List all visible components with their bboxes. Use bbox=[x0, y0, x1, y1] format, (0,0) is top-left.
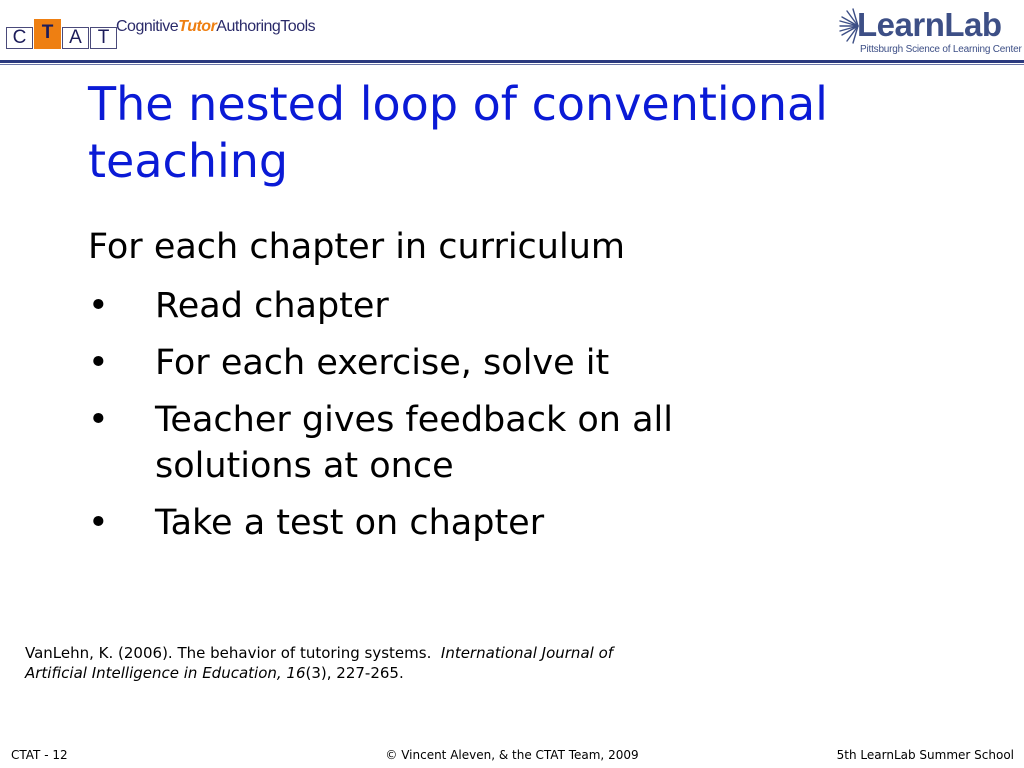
bullet-dot: • bbox=[88, 400, 109, 440]
header-rule bbox=[0, 60, 1024, 63]
bullet-text: Teacher gives feedback on all solutions at once bbox=[155, 400, 673, 486]
bullet-text: Take a test on chapter bbox=[155, 503, 545, 543]
citation-issue-pages: (3), 227-265. bbox=[305, 664, 404, 682]
footer bbox=[0, 745, 1024, 765]
citation-journal: International Journal of Artificial Intelligence in Education, 16 bbox=[25, 644, 614, 682]
bullet-item bbox=[88, 500, 988, 546]
cta-title-tutor: Tutor bbox=[178, 18, 217, 35]
bullet-item bbox=[88, 283, 988, 329]
bullet-text: For each exercise, solve it bbox=[155, 343, 610, 383]
cognitive-tutor-authoring-tools-logo bbox=[116, 18, 315, 36]
bullet-dot: • bbox=[88, 503, 109, 543]
lead-line: For each chapter in curriculum bbox=[88, 227, 625, 267]
bullet-item bbox=[88, 340, 988, 386]
ctat-letter-t: T bbox=[90, 27, 117, 49]
bullet-item bbox=[88, 397, 988, 489]
learnlab-subtitle: Pittsburgh Science of Learning Center bbox=[860, 44, 1022, 55]
slide-title: The nested loop of conventional teaching bbox=[88, 77, 828, 188]
learnlab-logo bbox=[838, 6, 1020, 56]
ctat-letter-a: A bbox=[62, 27, 89, 49]
ctat-letter-t-highlight: T bbox=[34, 19, 61, 49]
cta-title-part3: AuthoringTools bbox=[216, 18, 316, 35]
ctat-letter-c: C bbox=[6, 27, 33, 49]
citation-reference: VanLehn, K. (2006). The behavior of tutoring systems. bbox=[25, 644, 432, 662]
slide-content bbox=[88, 224, 988, 557]
footer-event: 5th LearnLab Summer School bbox=[836, 748, 1014, 762]
footer-copyright: © Vincent Aleven, & the CTAT Team, 2009 bbox=[385, 748, 639, 762]
slide-number: CTAT - 12 bbox=[11, 748, 68, 762]
citation bbox=[25, 643, 645, 683]
cta-title-part1: Cognitive bbox=[116, 18, 179, 35]
bullet-dot: • bbox=[88, 286, 109, 326]
ctat-logo bbox=[6, 13, 118, 49]
learnlab-wordmark: LearnLab bbox=[857, 6, 1002, 43]
bullet-text: Read chapter bbox=[155, 286, 389, 326]
header-rule-thin bbox=[0, 64, 1024, 65]
bullet-dot: • bbox=[88, 343, 109, 383]
